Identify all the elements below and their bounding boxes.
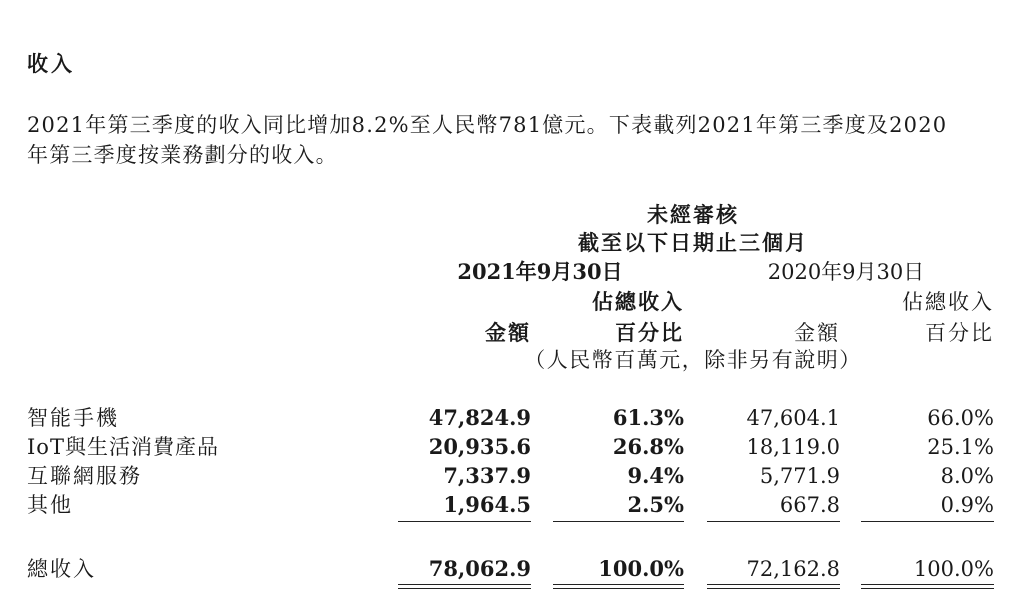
total-double-rule xyxy=(398,584,531,585)
cell-pct-2020: 8.0% xyxy=(940,464,994,488)
total-label: 總收入 xyxy=(27,557,96,581)
total-double-rule xyxy=(707,588,840,589)
section-title: 收入 xyxy=(27,51,75,76)
total-pct-2020: 100.0% xyxy=(913,557,994,581)
cell-pct-2021: 61.3% xyxy=(612,405,684,430)
unit-note: （人民幣百萬元，除非另有說明） xyxy=(524,348,862,372)
total-double-rule xyxy=(861,588,994,589)
amount-header-2021: 金額 xyxy=(485,320,531,345)
header-period: 截至以下日期止三個月 xyxy=(578,230,808,255)
total-double-rule xyxy=(398,588,531,589)
cell-amount-2020: 667.8 xyxy=(779,493,840,517)
cell-pct-2021: 2.5% xyxy=(627,492,684,517)
amount-header-2020: 金額 xyxy=(794,321,840,345)
header-date-2021: 2021年9月30日 xyxy=(457,259,623,284)
header-unaudited: 未經審核 xyxy=(647,202,739,227)
subtotal-rule xyxy=(398,521,531,522)
subtotal-rule xyxy=(553,521,684,522)
total-double-rule xyxy=(553,588,684,589)
paragraph-line-1: 2021年第三季度的收入同比增加8.2%至人民幣781億元。下表載列2021年第三季度及2020 xyxy=(27,113,948,137)
cell-amount-2020: 5,771.9 xyxy=(759,464,840,488)
total-amount-2020: 72,162.8 xyxy=(746,557,840,581)
cell-pct-2020: 25.1% xyxy=(927,435,994,459)
cell-pct-2021: 9.4% xyxy=(627,463,684,488)
row-label: 其他 xyxy=(27,493,73,517)
header-date-2020: 2020年9月30日 xyxy=(767,260,925,284)
pct-header-2020-line2: 百分比 xyxy=(925,321,994,345)
total-double-rule xyxy=(707,584,840,585)
subtotal-rule xyxy=(861,521,994,522)
cell-amount-2021: 1,964.5 xyxy=(443,492,531,517)
total-double-rule xyxy=(553,584,684,585)
cell-amount-2021: 20,935.6 xyxy=(428,434,531,459)
paragraph-line-2: 年第三季度按業務劃分的收入。 xyxy=(27,143,338,167)
cell-pct-2021: 26.8% xyxy=(612,434,684,459)
pct-header-2020-line1: 佔總收入 xyxy=(902,290,994,314)
cell-pct-2020: 66.0% xyxy=(927,406,994,430)
cell-amount-2021: 47,824.9 xyxy=(428,405,531,430)
cell-amount-2020: 18,119.0 xyxy=(746,435,840,459)
subtotal-rule xyxy=(707,521,840,522)
total-double-rule xyxy=(861,584,994,585)
pct-header-2021-line2: 百分比 xyxy=(615,320,684,345)
row-label: 互聯網服務 xyxy=(27,464,142,488)
pct-header-2021-line1: 佔總收入 xyxy=(592,289,684,314)
total-amount-2021: 78,062.9 xyxy=(428,556,531,581)
row-label: IoT與生活消費產品 xyxy=(27,435,219,459)
cell-amount-2020: 47,604.1 xyxy=(746,406,840,430)
cell-amount-2021: 7,337.9 xyxy=(443,463,531,488)
row-label: 智能手機 xyxy=(27,406,119,430)
cell-pct-2020: 0.9% xyxy=(940,493,994,517)
total-pct-2021: 100.0% xyxy=(598,556,684,581)
